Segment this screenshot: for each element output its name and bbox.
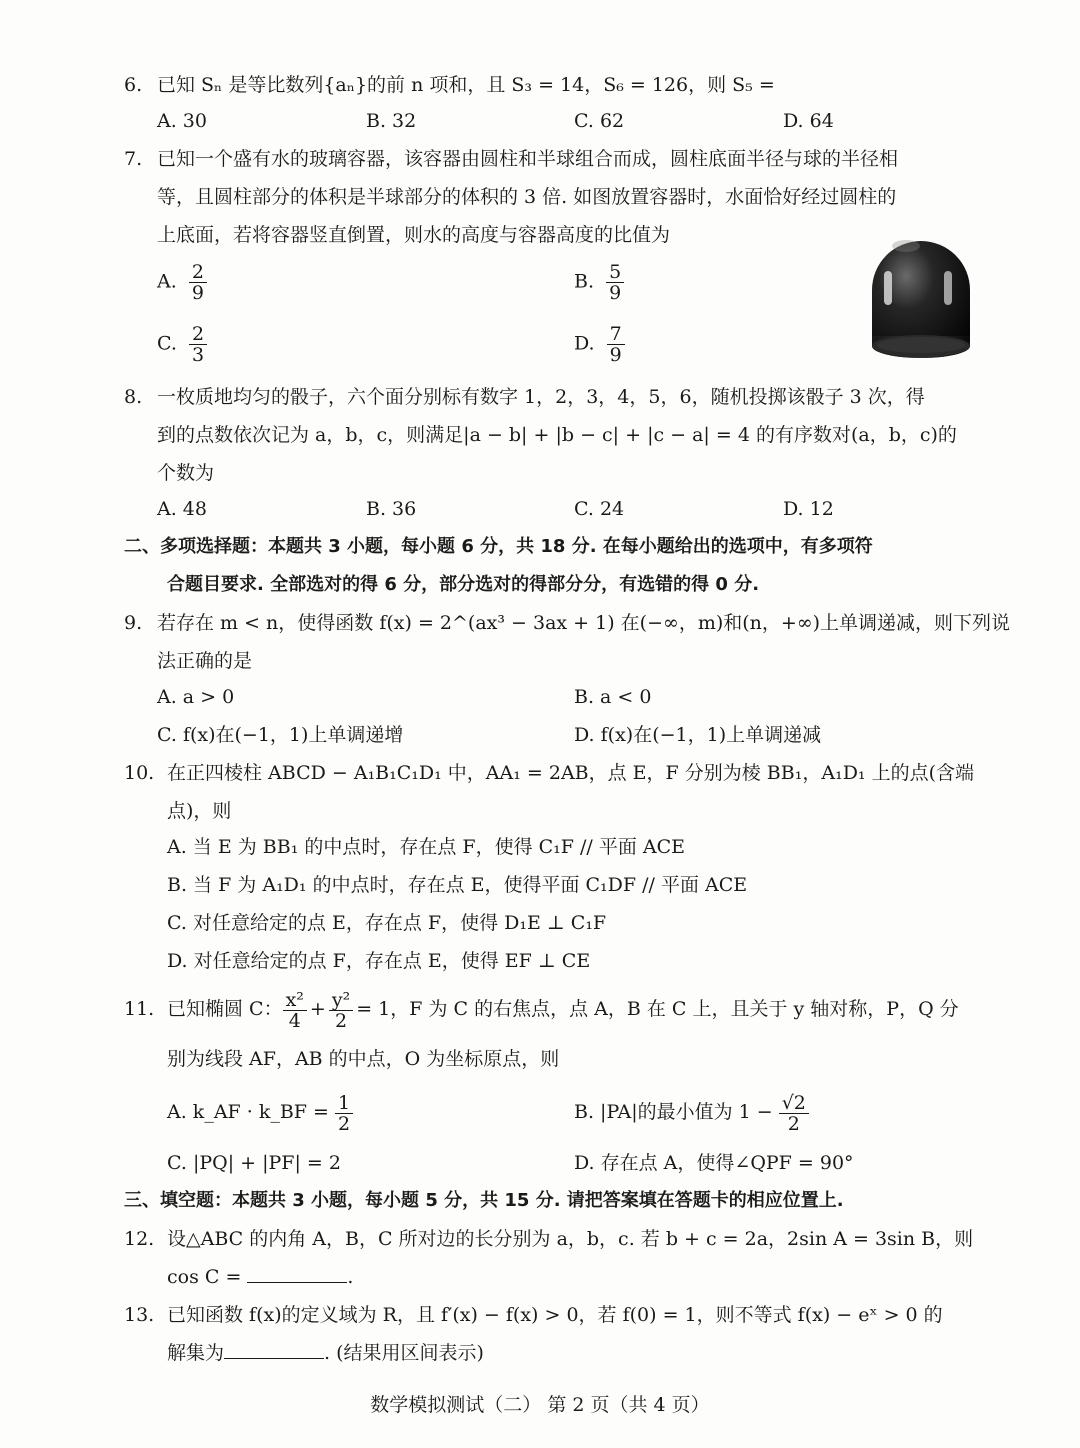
q10-option-c: C. 对任意给定的点 E，存在点 F，使得 D₁E ⊥ C₁F [167, 912, 607, 934]
q7-option-d-fraction [607, 324, 625, 365]
q13-line-2-pre: 解集为 [167, 1342, 225, 1364]
q10-line-1: 在正四棱柱 ABCD − A₁B₁C₁D₁ 中，AA₁ = 2AB，点 E，F 分别为棱 BB₁，A₁D₁ 上的点(含端 [167, 762, 974, 784]
q8-line-3: 个数为 [157, 462, 215, 484]
q7-option-c-label: C. [157, 332, 177, 355]
q11-fraction-x-denominator: 4 [288, 1009, 301, 1032]
q6-option-d: D. 64 [783, 110, 834, 132]
q11-number: 11. [124, 998, 155, 1020]
q8-option-c: C. 24 [574, 498, 625, 520]
q9-line-1: 若存在 m < n，使得函数 f(x) = 2^(ax³ − 3ax + 1) 在(−∞，m)和(n，+∞)上单调递减，则下列说 [157, 612, 1011, 634]
q7-line-2: 等，且圆柱部分的体积是半球部分的体积的 3 倍. 如图放置容器时，水面恰好经过圆柱的 [157, 186, 897, 208]
q11-option-b-fraction [779, 1093, 809, 1134]
q7-option-b-fraction [606, 262, 624, 303]
section2-header-line-1: 二、多项选择题：本题共 3 小题，每小题 6 分，共 18 分. 在每小题给出的选项中，有多项符 [124, 536, 873, 557]
q11-option-d: D. 存在点 A，使得∠QPF = 90° [574, 1152, 854, 1174]
q8-option-d: D. 12 [783, 498, 834, 520]
section2-header-line-2: 合题目要求. 全部选对的得 6 分，部分选对的得部分分，有选错的得 0 分. [167, 574, 760, 595]
q7-number: 7. [124, 148, 143, 170]
q11-fraction-x [283, 990, 307, 1031]
q7-option-d-numerator: 7 [607, 324, 625, 345]
q9-option-b: B. a < 0 [574, 686, 652, 708]
q8-line-2: 到的点数依次记为 a，b，c，则满足|a − b| + |b − c| + |c − a| = 4 的有序数对(a，b，c)的 [157, 424, 957, 446]
q9-line-2: 法正确的是 [157, 650, 253, 672]
q10-number: 10. [124, 762, 155, 784]
q7-option-a-numerator: 2 [189, 262, 207, 283]
q10-line-2: 点)，则 [167, 800, 232, 822]
q11-option-b [574, 1090, 809, 1134]
q9-option-a: A. a > 0 [157, 686, 235, 708]
q7-option-d-denominator: 9 [609, 344, 622, 366]
q11-option-a [167, 1090, 353, 1134]
q10-option-b: B. 当 F 为 A₁D₁ 的中点时，存在点 E，使得平面 C₁DF // 平面 ACE [167, 874, 748, 896]
q12-line-1: 设△ABC 的内角 A，B，C 所对边的长分别为 a，b，c. 若 b + c = 2a，2sin A = 3sin B，则 [167, 1228, 974, 1250]
q13-answer-blank[interactable] [224, 1340, 324, 1359]
q7-option-d-label: D. [574, 332, 595, 355]
q10-option-a: A. 当 E 为 BB₁ 的中点时，存在点 F，使得 C₁F // 平面 ACE [167, 836, 686, 858]
page-footer: 数学模拟测试（二） 第 2 页（共 4 页） [370, 1394, 710, 1416]
q11-line-2: 别为线段 AF，AB 的中点，O 为坐标原点，则 [167, 1048, 560, 1070]
q11-option-b-numerator: √2 [779, 1093, 809, 1114]
q11-option-b-denominator: 2 [787, 1112, 800, 1135]
q13-number: 13. [124, 1304, 155, 1326]
q6-option-c: C. 62 [574, 110, 625, 132]
q10-option-d: D. 对任意给定的点 F，存在点 E，使得 EF ⊥ CE [167, 950, 591, 972]
q6-stem: 已知 Sₙ 是等比数列{aₙ}的前 n 项和，且 S₃ = 14，S₆ = 126，则 S₅ = [157, 74, 775, 96]
q8-number: 8. [124, 386, 143, 408]
q11-option-a-fraction [335, 1093, 353, 1134]
q11-option-a-text: A. k_AF · k_BF = [167, 1101, 329, 1123]
q7-option-a [157, 262, 207, 303]
q7-option-c-denominator: 3 [191, 344, 205, 366]
q8-option-a: A. 48 [157, 498, 207, 520]
q11-line-1-post: = 1，F 为 C 的右焦点，点 A，B 在 C 上，且关于 y 轴对称，P，Q 分 [356, 998, 959, 1020]
section3-header: 三、填空题：本题共 3 小题，每小题 5 分，共 15 分. 请把答案填在答题卡的相应位置上. [124, 1190, 844, 1211]
q8-option-b: B. 36 [366, 498, 417, 520]
q7-option-c-numerator: 2 [189, 324, 207, 345]
q12-answer-blank[interactable] [247, 1264, 347, 1283]
q11-line-1 [167, 986, 959, 1032]
q7-option-a-fraction [189, 262, 207, 303]
q11-fraction-y-denominator: 2 [334, 1009, 348, 1032]
q7-line-1: 已知一个盛有水的玻璃容器，该容器由圆柱和半球组合而成，圆柱底面半径与球的半径相 [157, 148, 899, 170]
q11-fraction-y [329, 990, 353, 1031]
q13-line-1: 已知函数 f(x)的定义域为 R，且 f′(x) − f(x) > 0，若 f(0) = 1，则不等式 f(x) − eˣ > 0 的 [167, 1304, 943, 1326]
q13-line-2-post: . (结果用区间表示) [324, 1342, 484, 1364]
q7-option-c [157, 324, 207, 365]
q12-period: . [347, 1266, 354, 1288]
q7-option-a-label: A. [157, 270, 177, 293]
q6-option-b: B. 32 [366, 110, 417, 132]
q9-number: 9. [124, 612, 143, 634]
q7-option-b [574, 262, 624, 303]
q7-option-b-denominator: 9 [609, 282, 622, 304]
q9-option-d: D. f(x)在(−1，1)上单调递减 [574, 724, 822, 746]
q7-option-b-label: B. [574, 270, 595, 293]
q12-line-2 [167, 1264, 353, 1290]
q11-plus: + [309, 998, 326, 1020]
q7-option-d [574, 324, 625, 365]
q7-option-a-denominator: 9 [191, 282, 204, 304]
q9-option-c: C. f(x)在(−1，1)上单调递增 [157, 724, 404, 746]
q8-line-1: 一枚质地均匀的骰子，六个面分别标有数字 1，2，3，4，5，6，随机投掷该骰子 3 次，得 [157, 386, 925, 408]
q11-option-a-numerator: 1 [335, 1093, 353, 1114]
q11-option-a-denominator: 2 [337, 1112, 351, 1135]
q7-line-3: 上底面，若将容器竖直倒置，则水的高度与容器高度的比值为 [157, 224, 671, 246]
q12-line-2-text: cos C = [167, 1266, 242, 1288]
q13-line-2 [167, 1340, 484, 1366]
q6-number: 6. [124, 74, 143, 96]
q6-option-a: A. 30 [157, 110, 207, 132]
q7-option-c-fraction [189, 324, 207, 365]
q11-fraction-y-numerator: y² [329, 990, 353, 1011]
q11-line-1-pre: 已知椭圆 C： [167, 998, 283, 1020]
container-figure [866, 216, 976, 362]
q11-fraction-x-numerator: x² [283, 990, 307, 1011]
q12-number: 12. [124, 1228, 155, 1250]
q7-option-b-numerator: 5 [606, 262, 624, 283]
q11-option-b-text: B. |PA|的最小值为 1 − [574, 1101, 773, 1123]
q11-option-c: C. |PQ| + |PF| = 2 [167, 1152, 341, 1174]
